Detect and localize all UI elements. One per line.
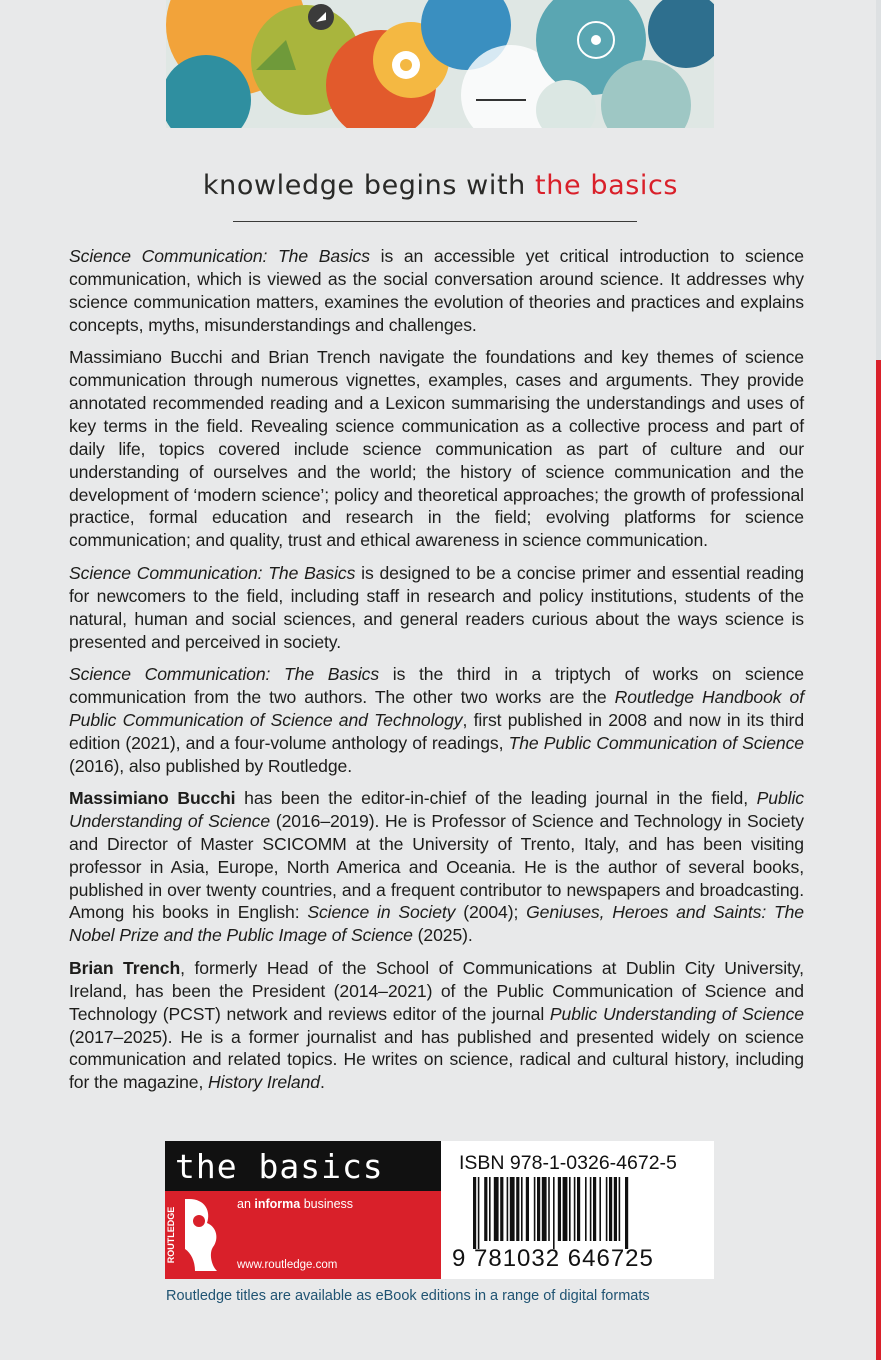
blurb-paragraph [69, 787, 804, 947]
text-run: (2017–2025). He is a former journalist and has published and presented widely on science communication and related topics. He writes on science, radical and cultural history, including for the magazine, [69, 1026, 804, 1093]
text-run: Massimiano Bucchi and Brian Trench navigate the foundations and key themes of science communication through numerous vignettes, examples, cases and arguments. They provide annotated recommended reading and a Lexicon summarising the understandings and uses of key terms in the field. Revealing science communication as a collective process and part of daily life, topics covered include science communication as part of culture and our understanding of ourselves and the world; the history of science communication and the development of ‘modern science’; policy and theoretical approaches; the growth of professional practice, formal education and research in the field; evolving platforms for science communication; and quality, trust and ethical awareness in science communication. [69, 347, 804, 551]
italic-title-run: Public Understanding of Science [549, 1003, 804, 1024]
blurb-paragraph [69, 663, 804, 778]
text-run: . [319, 1072, 325, 1093]
text-run: , first published in 2008 and now in its third edition (2021), and a four-volume anthology of readings, [69, 709, 805, 753]
barcode-bar [534, 1177, 536, 1241]
blurb-paragraph [69, 957, 804, 1094]
barcode-bar [484, 1177, 487, 1241]
publisher-url: www.routledge.com [237, 1259, 338, 1271]
divider [233, 221, 637, 222]
series-tagline [0, 170, 881, 201]
blurb-paragraph [69, 562, 804, 654]
text-run: is an accessible yet critical introduction to science communication, which is viewed as the social conversation around science. It addresses why science communication matters, examines the evolution of theories and practices and explains concepts, myths, misunderstandings and challenges. [69, 246, 804, 335]
routledge-logo [165, 1191, 225, 1279]
isbn-label: ISBN 978-1-0326-4672-5 [459, 1152, 677, 1174]
italic-title-run: Routledge Handbook of Public Communication of Science and Technology [69, 686, 805, 730]
barcode-bar [609, 1177, 612, 1241]
barcode-bar [500, 1177, 503, 1241]
text-run: (2025). [412, 925, 473, 946]
text-run: (2016), also published by Routledge. [69, 755, 352, 776]
barcode-bar [510, 1177, 515, 1241]
italic-title-run: Geniuses, Heroes and Saints: The Nobel Prize and the Public Image of Science [69, 902, 804, 946]
barcode-bar [625, 1177, 628, 1249]
tagline-prefix: knowledge begins with [202, 170, 536, 201]
barcode-bar [563, 1177, 568, 1241]
barcode-bar [558, 1177, 561, 1241]
barcode-bar [577, 1177, 580, 1241]
barcode-bar [553, 1177, 555, 1249]
science-icons-illustration [166, 0, 714, 128]
series-logo-text: the basics [175, 1147, 384, 1186]
italic-title-run: History Ireland [208, 1072, 320, 1093]
tagline-accent: the basics [535, 170, 679, 201]
italic-title-run: Science Communication: The Basics [69, 663, 380, 684]
text-run: (2004); [455, 902, 527, 923]
text-run: (2016–2019). He is Professor of Science and Technology in Society and Director of Master SCICOMM at the University of Trento, Italy, and has been visiting professor in Asia, Europe, North America and Oceania. He is the author of several books, published in over twenty countries, and a frequent contributor to newspapers and broadcasting. Among his books in English: [69, 810, 804, 923]
barcode-bar [489, 1177, 491, 1241]
barcode-digits: 9 781032 646725 [452, 1245, 654, 1272]
blurb-paragraph [69, 346, 804, 552]
barcode-bar [473, 1177, 476, 1249]
barcode-bar [590, 1177, 592, 1241]
barcode-bar [585, 1177, 587, 1241]
svg-text:ROUTLEDGE: ROUTLEDGE [166, 1206, 176, 1264]
cover-illustration [166, 0, 714, 128]
text-run: , formerly Head of the School of Communications at Dublin City University, Ireland, has been the President (2014–2021) of the Public Communication of Science and Technology (PCST) network and reviews editor of the journal [69, 957, 804, 1024]
italic-title-run: Science Communication: The Basics [69, 246, 370, 266]
series-brand-box [165, 1141, 441, 1279]
text-run: has been the editor-in-chief of the leading journal in the field, [235, 787, 757, 808]
blurb-text [69, 245, 804, 1104]
barcode-bar [494, 1177, 499, 1241]
barcode-bar [599, 1177, 601, 1241]
barcode-bar [574, 1177, 576, 1241]
barcode-bar [516, 1177, 519, 1241]
informa-prefix: an [237, 1197, 255, 1211]
barcode-bar [526, 1177, 529, 1241]
blurb-paragraph [69, 245, 804, 337]
text-run: is designed to be a concise primer and essential reading for newcomers to the field, including staff in research and policy institutions, students of the natural, human and social sciences, and general readers curious about the ways science is presented and perceived in society. [69, 562, 804, 652]
barcode-bar [521, 1177, 523, 1241]
italic-title-run: Public Understanding of Science [69, 787, 804, 831]
informa-tagline [237, 1197, 353, 1211]
text-run: is the third in a triptych of works on science communication from the two authors. The other two works are the [69, 663, 804, 707]
italic-title-run: Science Communication: The Basics [69, 562, 356, 583]
barcode-bar [614, 1177, 617, 1241]
ebook-note: Routledge titles are available as eBook editions in a range of digital formats [166, 1288, 650, 1304]
informa-bold: informa [254, 1197, 301, 1211]
barcode-bar [606, 1177, 608, 1241]
isbn-barcode [441, 1141, 714, 1279]
barcode-bar [542, 1177, 547, 1241]
italic-title-run: Science in Society [307, 902, 456, 923]
italic-title-run: The Public Communication of Science [508, 732, 804, 753]
barcode-bar [537, 1177, 540, 1241]
barcode-bar [548, 1177, 550, 1241]
spine-edge-red [876, 360, 881, 1360]
barcode-bar [478, 1177, 480, 1249]
author-name-run: Brian Trench [69, 957, 181, 978]
informa-suffix: business [300, 1197, 354, 1211]
barcode-bar [619, 1177, 621, 1241]
author-name-run: Massimiano Bucchi [69, 787, 236, 808]
publisher-panel [165, 1191, 441, 1279]
barcode-bar [507, 1177, 509, 1241]
barcode-bar [569, 1177, 571, 1241]
barcode-bar [593, 1177, 596, 1241]
spine-edge [876, 0, 881, 360]
